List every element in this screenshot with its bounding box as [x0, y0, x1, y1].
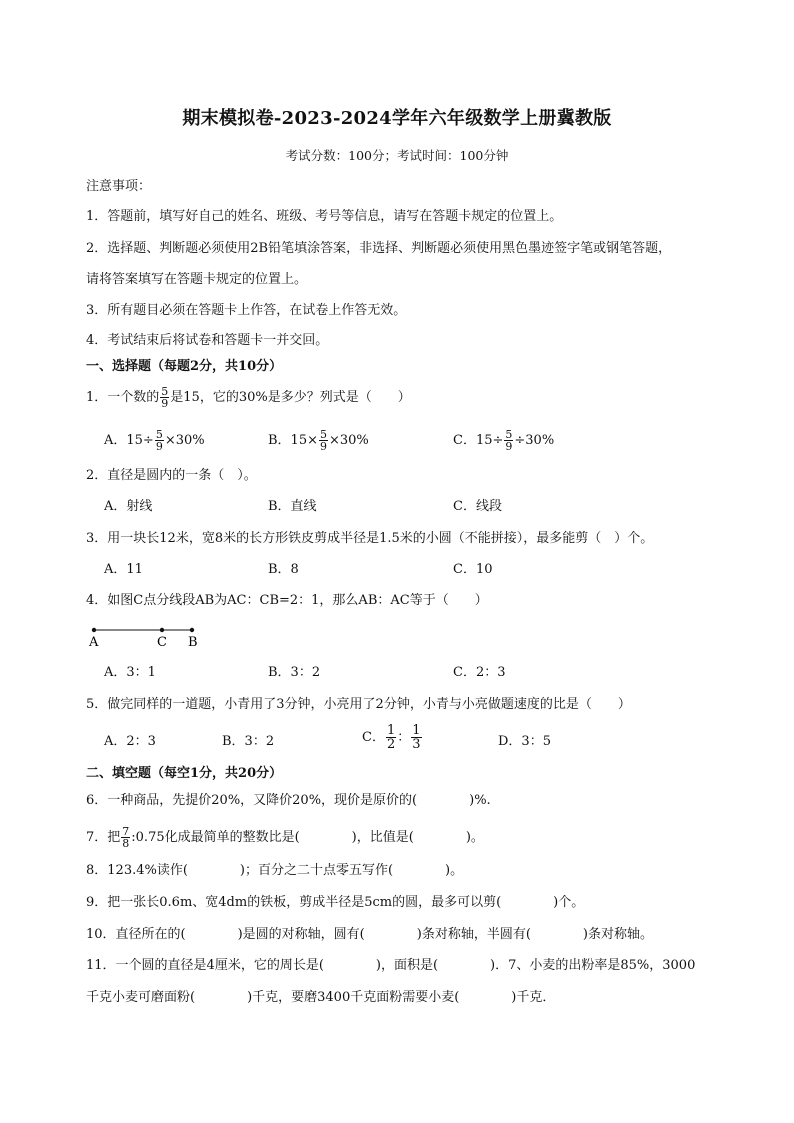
page-title: 期末模拟卷-2023-2024学年六年级数学上册冀教版 — [182, 108, 612, 129]
section-1-heading: 一、选择题（每题2分，共10分） — [86, 359, 283, 374]
notes-heading: 注意事项： — [86, 179, 152, 194]
q1-option-a: A．15÷ $\frac{5}{9}$ ×30% — [104, 428, 205, 453]
question-3: 3．用一块长12米，宽8米的长方形铁皮剪成半径是1.5米的小圆（不能拼接），最多能剪（ ）个。 — [86, 531, 654, 546]
q1-text-a: 1．一个数的 — [86, 390, 160, 405]
question-8: 8．123.4%读作( )；百分之二十点零五写作( )。 — [86, 863, 464, 878]
q4-option-a: A．3：1 — [104, 665, 156, 680]
question-4: 4．如图C点分线段AB为AC：CB=2：1，那么AB：AC等于（ ） — [86, 593, 488, 608]
question-11-line-2: 千克小麦可磨面粉( )千克，要磨3400千克面粉需要小麦( )千克． — [86, 990, 556, 1005]
note-2-cont: 请将答案填写在答题卡规定的位置上。 — [86, 272, 308, 287]
q5-option-a: A．2：3 — [104, 734, 156, 749]
q4-option-c: C．2：3 — [453, 665, 506, 680]
label-c: C — [157, 635, 167, 650]
point-c — [160, 628, 164, 632]
q2-option-a: A．射线 — [104, 499, 153, 514]
q3-option-c: C．10 — [453, 562, 493, 577]
point-a — [92, 628, 96, 632]
note-2: 2．选择题、判断题必须使用2B铅笔填涂答案，非选择、判断题必须使用黑色墨迹签字笔或钢笔答题， — [86, 241, 672, 256]
q5-option-b: B．3：2 — [222, 734, 275, 749]
q3-option-b: B．8 — [268, 562, 299, 577]
question-5: 5．做完同样的一道题，小青用了3分钟，小亮用了2分钟，小青与小亮做题速度的比是（ ） — [86, 697, 631, 712]
question-2: 2．直径是圆内的一条（ ）。 — [86, 468, 257, 483]
q1-text-b: 是15，它的30%是多少？列式是（ ） — [170, 390, 411, 405]
q5-option-d: D．3：5 — [498, 734, 551, 749]
q1-option-b: B．15× $\frac{5}{9}$ ×30% — [268, 428, 369, 453]
question-11-line-1: 11．一个圆的直径是4厘米，它的周长是( )，面积是( )．7、小麦的出粉率是85%，3000 — [86, 958, 696, 973]
q4-option-b: B．3：2 — [268, 665, 321, 680]
question-9: 9．把一张长0.6m、宽4dm的铁板，剪成半径是5cm的圆，最多可以剪( )个。 — [86, 895, 585, 910]
q2-option-b: B．直线 — [268, 499, 317, 514]
question-1 — [86, 386, 411, 409]
q7-fraction: $\frac{7}{8}$ — [122, 825, 130, 850]
point-b — [190, 628, 194, 632]
question-7: 7．把 $\frac{7}{8}$ :0.75化成最简单的整数比是( )，比值是( )。 — [86, 825, 484, 850]
page-subtitle: 考试分数：100分；考试时间：100分钟 — [285, 148, 509, 163]
label-b: B — [188, 635, 198, 650]
q2-option-c: C．线段 — [453, 499, 502, 514]
section-2-heading: 二、填空题（每空1分，共20分） — [86, 766, 283, 781]
label-a: A — [89, 635, 99, 650]
q5-option-c: C． $\frac{1}{2}$ ： $\frac{1}{3}$ — [362, 723, 421, 752]
question-6: 6．一种商品，先提价20%，又降价20%，现价是原价的( )%. — [86, 793, 491, 808]
note-1: 1．答题前，填写好自己的姓名、班级、考号等信息，请写在答题卡规定的位置上。 — [86, 209, 563, 224]
q1-option-c: C．15÷ $\frac{5}{9}$ ÷30% — [453, 428, 555, 453]
note-4: 4．考试结束后将试卷和答题卡一并交回。 — [86, 333, 329, 348]
note-3: 3．所有题目必须在答题卡上作答，在试卷上作答无效。 — [86, 303, 407, 318]
segment-diagram — [86, 622, 216, 652]
q3-option-a: A．11 — [104, 562, 143, 577]
q1-fraction: $\frac{5}{9}$ — [161, 385, 169, 410]
question-10: 10．直径所在的( )是圆的对称轴，圆有( )条对称轴，半圆有( )条对称轴。 — [86, 927, 653, 942]
